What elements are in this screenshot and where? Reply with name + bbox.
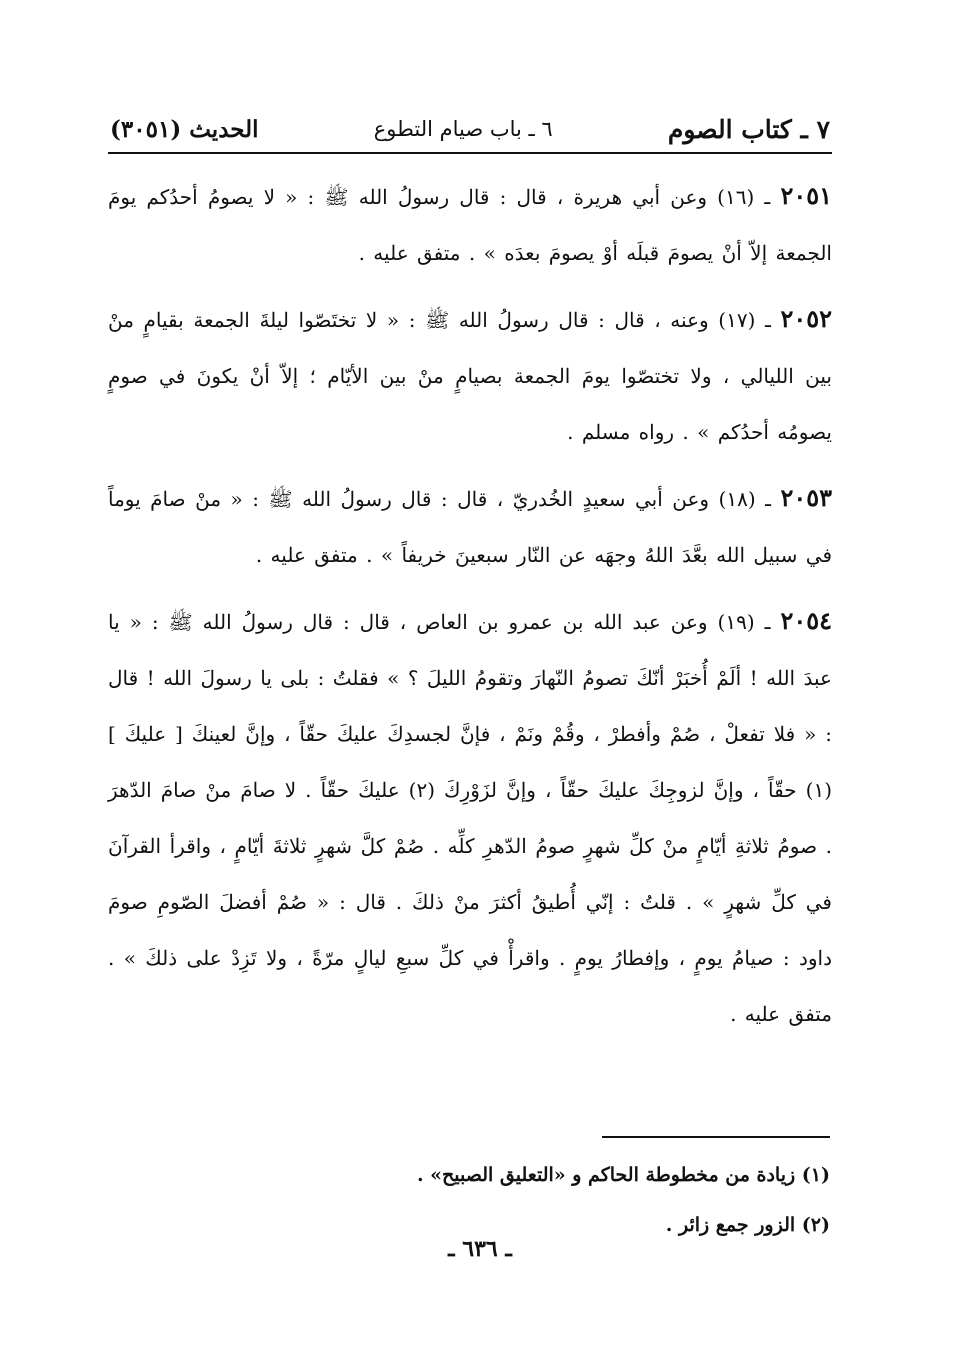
hadith-paragraph: [108, 291, 832, 460]
footnotes: [300, 1150, 830, 1250]
header-divider: [108, 152, 832, 154]
hadith-paragraph: [108, 470, 832, 583]
hadith-number: ٢٠٥١: [780, 181, 832, 210]
page-number: ـ ٦٣٦ ـ: [448, 1236, 512, 1262]
hadith-text: ـ (١٧) وعنه ، قال : قال رسولُ الله ﷺ : « لا تختَصّوا ليلةَ الجمعة بقيامٍ منْ بين الليالي ، ولا تختصّوا يومَ الجمعة بصيامٍ منْ بين الأيّام ؛ إلاّ أنْ يكونَ في صومٍ يصومُه أحدُكم » . رواه مسلم .: [108, 308, 832, 444]
hadith-range: الحديث (٣٠٥١): [110, 115, 259, 143]
footnote-2: (٢) الزور جمع زائر .: [665, 1214, 830, 1236]
hadith-number: ٢٠٥٣: [780, 483, 833, 512]
hadith-text: ـ (١٩) وعن عبد الله بن عمرو بن العاص ، قال : قال رسولُ الله ﷺ : « يا عبدَ الله ! ألَمْ أُخبَرْ أنّكَ تصومُ النّهارَ وتقومُ الليلَ ؟ » فقلتُ : بلى يا رسولَ الله ! قال : « فلا تفعلْ ، صُمْ وأفطرْ ، وقُمْ ونَمْ ، فإنَّ لجسدِكَ عليكَ حقّاً ، وإنَّ لعينكَ [ عليكَ ] (١) حقّاً ، وإنَّ لزوجِكَ عليكَ حقّاً ، وإنَّ لزَوْرِكَ (٢) عليكَ حقّاً . لا صامَ منْ صامَ الدّهرَ . صومُ ثلاثةِ أيّامٍ منْ كلِّ شهرٍ صومُ الدّهرِ كلِّه . صُمْ كلَّ شهرٍ ثلاثةَ أيّامٍ ، واقرأ القرآنَ في كلِّ شهرٍ » . قلتُ : إنّي أُطيقُ أكثرَ منْ ذلكَ . قال : « صُمْ أفضلَ الصّومِ صومَ داود : صيامُ يومٍ ، وإفطارُ يومٍ . واقرأْ في كلِّ سبعِ ليالٍ مرّةً ، ولا تَزِدْ على ذلكَ » . متفق عليه .: [108, 610, 833, 1026]
chapter-title: ٦ ـ باب صيام التطوع: [373, 117, 553, 141]
hadith-text: ـ (١٦) وعن أبي هريرة ، قال : قال رسولُ الله ﷺ : « لا يصومُ أحدُكم يومَ الجمعة إلاّ أنْ يصومَ قبلَه أوْ يصومَ بعدَه » . متفق عليه .: [108, 185, 832, 265]
hadith-number: ٢٠٥٢: [780, 304, 833, 333]
hadith-paragraph: [108, 168, 832, 281]
main-text: [108, 168, 832, 1052]
book-title: ٧ ـ كتاب الصوم: [667, 114, 830, 144]
hadith-text: ـ (١٨) وعن أبي سعيدٍ الخُدريّ ، قال : قال رسولُ الله ﷺ : « منْ صامَ يوماً في سبيل الله بعَّدَ اللهُ وجهَه عن النّار سبعينَ خريفاً » . متفق عليه .: [108, 487, 832, 567]
running-header: [110, 108, 830, 150]
hadith-paragraph: [108, 593, 832, 1042]
hadith-number: ٢٠٥٤: [780, 606, 832, 635]
footnote-divider: [602, 1136, 830, 1138]
footnote-1: (١) زيادة من مخطوطة الحاكم و «التعليق الصبيح» .: [416, 1164, 830, 1186]
